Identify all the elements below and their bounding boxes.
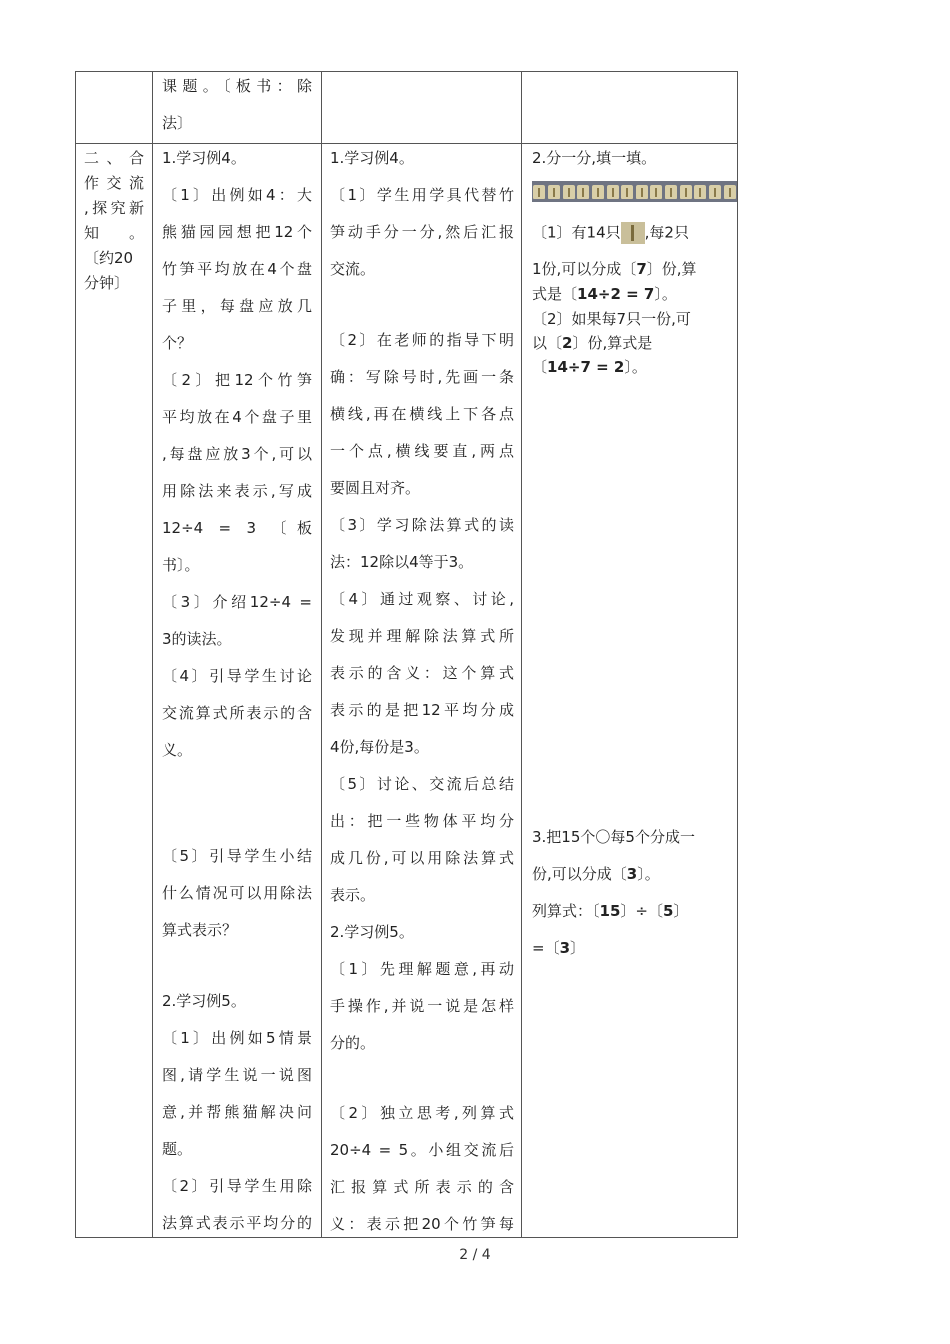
- bamboo-shoot-icon: [563, 185, 575, 199]
- col3-line: 分的。: [330, 1034, 376, 1052]
- col2-line: 意,并帮熊猫解决问: [162, 1103, 312, 1121]
- exercise-3-text: 份,可以分成〔: [532, 865, 627, 883]
- col3-line: 〔1〕学生用学具代替竹: [330, 186, 514, 204]
- exercise-2-1-line1: [532, 222, 689, 244]
- bamboo-shoot-icon: [650, 185, 662, 199]
- exercise-3-line3: [532, 901, 688, 921]
- bamboo-shoot-icon: [694, 185, 706, 199]
- row1-col2-line: 课题。〔板书：除: [162, 77, 312, 95]
- col2-line: ,每盘应放3个,可以: [162, 445, 312, 463]
- col2-line: 〔2〕引导学生用除: [162, 1177, 312, 1195]
- col3-line: 4份,每份是3。: [330, 738, 429, 756]
- col2-line: 用除法来表示,写成: [162, 482, 312, 500]
- col3-line: 〔1〕先理解题意,再动: [330, 960, 514, 978]
- col3-line: 发现并理解除法算式所: [330, 627, 514, 645]
- table-row-divider: [76, 143, 737, 144]
- col3-line: 一个点,横线要直,两点: [330, 442, 514, 460]
- exercise-2-title: 2.分一分,填一填。: [532, 149, 657, 167]
- bamboo-shoots-image: [532, 181, 737, 202]
- col3-line: 〔3〕学习除法算式的读: [330, 516, 514, 534]
- col2-line: 子里，每盘应放几: [162, 297, 312, 315]
- col2-line: 〔1〕出例如5情景: [162, 1029, 312, 1047]
- col2-line: 什么情况可以用除法: [162, 884, 312, 902]
- col2-line: 算式表示？: [162, 921, 238, 939]
- bamboo-shoot-icon: [709, 185, 721, 199]
- exercise-2-1-line3: [532, 284, 677, 304]
- col2-line: 〔5〕引导学生小结: [162, 847, 312, 865]
- exercise-3-text: 列算式：〔: [532, 902, 600, 920]
- col1-line: ,探究新: [84, 199, 144, 217]
- col3-line: 横线,再在横线上下各点: [330, 405, 514, 423]
- col2-line: 平均放在4个盘子里: [162, 408, 312, 426]
- exercise-2-1-text: 〕份,算: [646, 260, 697, 278]
- answer: 2: [562, 334, 573, 352]
- col2-line: 2.学习例5。: [162, 992, 246, 1010]
- bamboo-shoot-icon: [665, 185, 677, 199]
- lesson-table: [75, 71, 738, 1238]
- col2-line: 书〕。: [162, 556, 200, 574]
- col2-line: 3的读法。: [162, 630, 232, 648]
- exercise-2-1-text: 〕。: [654, 285, 677, 303]
- col3-line: 确：写除号时,先画一条: [330, 368, 514, 386]
- bamboo-shoot-icon: [607, 185, 619, 199]
- exercise-2-2-line2: [532, 333, 652, 353]
- bamboo-shoot-icon: [680, 185, 692, 199]
- col3-line: 交流。: [330, 260, 376, 278]
- col2-line: 个？: [162, 334, 193, 352]
- row1-col2-line: 法〕: [162, 114, 193, 132]
- col3-line: 1.学习例4。: [330, 149, 414, 167]
- table-col-divider: [321, 72, 322, 1237]
- answer: 3: [626, 865, 638, 883]
- col2-line: 〔3〕介绍12÷4 =: [162, 593, 312, 611]
- col2-line: 12÷4 = 3 〔板: [162, 519, 312, 537]
- answer: 15: [599, 902, 621, 920]
- bamboo-shoot-icon: [548, 185, 560, 199]
- exercise-2-1-text: 1份,可以分成〔: [532, 260, 637, 278]
- exercise-2-1-text: ,每2只: [644, 223, 689, 242]
- exercise-2-1-line2: [532, 259, 697, 279]
- exercise-2-2-line3: [532, 357, 647, 377]
- exercise-2-2-line1: 〔2〕如果每7只一份,可: [532, 310, 691, 328]
- col3-line: 表示的是把12平均分成: [330, 701, 514, 719]
- exercise-3-text: 〕: [570, 939, 586, 957]
- answer: 3: [559, 939, 571, 957]
- exercise-3-text: 〕÷〔: [620, 902, 663, 920]
- col3-line: 汇报算式所表示的含: [330, 1178, 514, 1196]
- exercise-2-2-text: 〕份,算式是: [572, 334, 653, 352]
- exercise-3-text: 〕: [673, 902, 689, 920]
- col2-line: 法算式表示平均分的: [162, 1214, 312, 1232]
- col3-line: 要圆且对齐。: [330, 479, 421, 497]
- exercise-3-line2: [532, 864, 660, 884]
- col2-line: 〔1〕出例如4：大: [162, 186, 312, 204]
- col1-line: 分钟〕: [84, 274, 130, 292]
- bamboo-shoot-icon: [621, 222, 645, 244]
- col2-line: 题。: [162, 1140, 193, 1158]
- page-number: 2 / 4: [459, 1247, 491, 1263]
- col2-line: 竹笋平均放在4个盘: [162, 260, 312, 278]
- exercise-2-2-text: 〕。: [624, 358, 647, 376]
- exercise-2-1-text: 〔1〕有14只: [532, 223, 621, 242]
- col3-line: 手操作,并说一说是怎样: [330, 997, 514, 1015]
- answer: 7: [636, 260, 647, 278]
- col3-line: 〔2〕在老师的指导下明: [330, 331, 514, 349]
- col3-line: 2.学习例5。: [330, 923, 414, 941]
- col1-line: 作交流: [84, 174, 144, 192]
- col3-line: 义：表示把20个竹笋每: [330, 1215, 514, 1233]
- exercise-3-line1: 3.把15个〇每5个分成一: [532, 828, 695, 846]
- bamboo-shoot-icon: [621, 185, 633, 199]
- exercise-3-line4: [532, 938, 585, 958]
- answer: 5: [662, 902, 674, 920]
- col2-line: 图,请学生说一说图: [162, 1066, 312, 1084]
- col2-line: 熊猫园园想把12个: [162, 223, 312, 241]
- col3-line: 20÷4 = 5。小组交流后: [330, 1141, 514, 1159]
- bamboo-shoot-icon: [577, 185, 589, 199]
- col1-line: 二、合: [84, 149, 144, 167]
- table-col-divider: [152, 72, 153, 1237]
- col3-line: 法：12除以4等于3。: [330, 553, 474, 571]
- col3-line: 〔5〕讨论、交流后总结: [330, 775, 514, 793]
- answer: 14÷2 = 7: [577, 285, 655, 303]
- col1-line: 知 。: [84, 224, 144, 242]
- col2-line: 交流算式所表示的含: [162, 704, 312, 722]
- bamboo-shoot-icon: [592, 185, 604, 199]
- col2-line: 1.学习例4。: [162, 149, 246, 167]
- answer: 14÷7 = 2: [547, 358, 625, 376]
- col3-line: 〔2〕独立思考,列算式: [330, 1104, 514, 1122]
- col3-line: 笋动手分一分,然后汇报: [330, 223, 514, 241]
- col3-line: 表示。: [330, 886, 376, 904]
- col1-line: 〔约20: [84, 249, 134, 267]
- table-col-divider: [521, 72, 522, 1237]
- exercise-2-2-text: 〔: [532, 358, 548, 376]
- col2-line: 义。: [162, 741, 193, 759]
- col2-line: 〔2〕把12个竹笋: [162, 371, 312, 389]
- bamboo-shoot-icon: [636, 185, 648, 199]
- col3-line: 〔4〕通过观察、讨论,: [330, 590, 514, 608]
- col2-line: 〔4〕引导学生讨论: [162, 667, 312, 685]
- col3-line: 出：把一些物体平均分: [330, 812, 514, 830]
- col3-line: 表示的含义：这个算式: [330, 664, 514, 682]
- bamboo-shoot-icon: [724, 185, 736, 199]
- bamboo-shoot-icon: [533, 185, 545, 199]
- exercise-2-2-text: 以〔: [532, 334, 563, 352]
- col3-line: 成几份,可以用除法算式: [330, 849, 514, 867]
- exercise-2-1-text: 式是〔: [532, 285, 578, 303]
- exercise-3-text: =〔: [532, 939, 560, 957]
- exercise-3-text: 〕。: [637, 865, 660, 883]
